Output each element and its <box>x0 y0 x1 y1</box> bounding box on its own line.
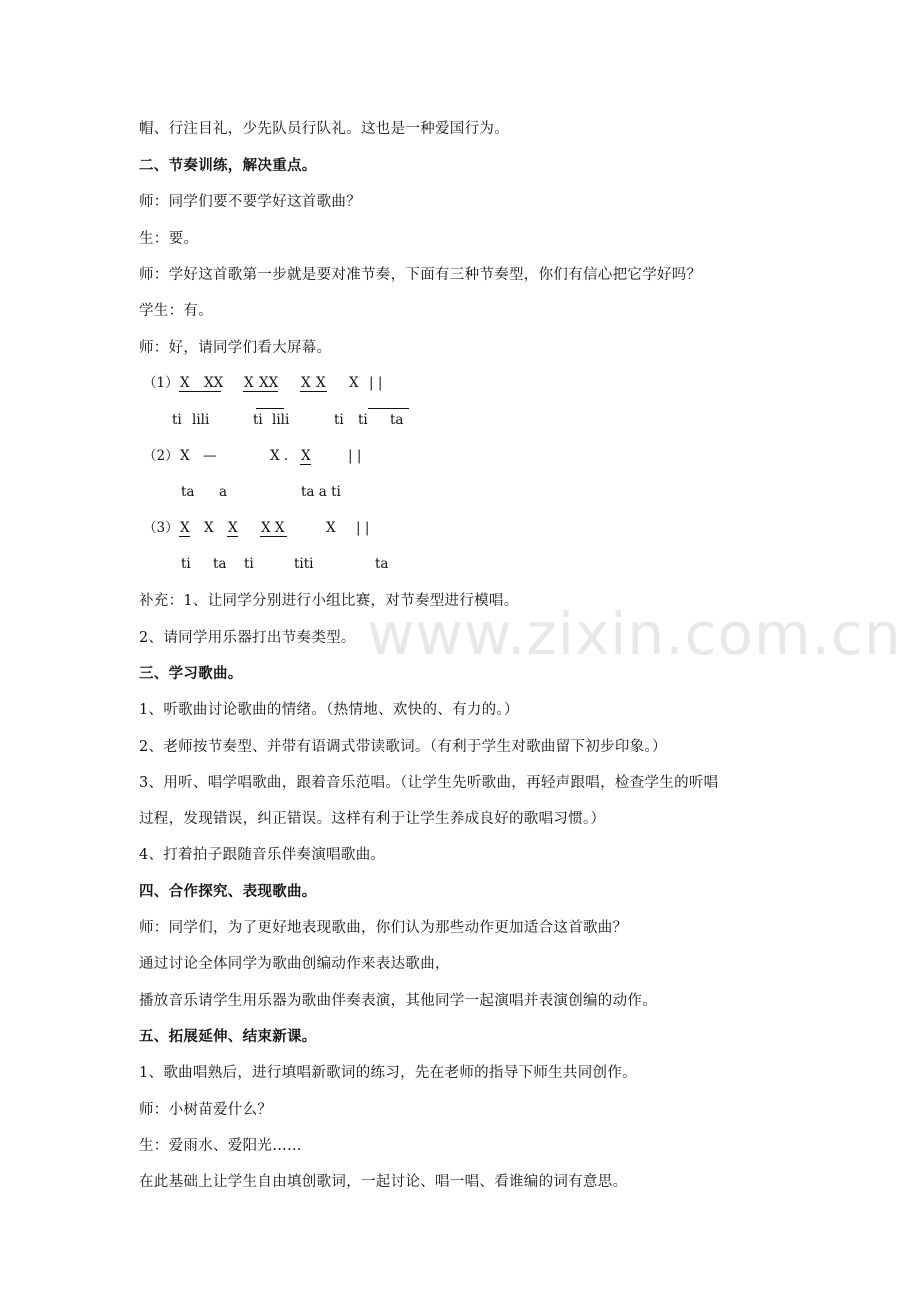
section-heading-2: 二、节奏训练，解决重点。 <box>139 157 317 174</box>
rhythm-note: X <box>316 375 326 391</box>
rhythm-note: X <box>204 520 214 536</box>
rhythm-syllable: ta <box>390 412 404 428</box>
rhythm-dash: — <box>203 448 217 464</box>
rhythm-syllable: ti <box>334 412 344 428</box>
rhythm-note: X <box>228 520 238 536</box>
rhythm-syllable: lili <box>192 412 210 428</box>
text-line: 在此基础上让学生自由填创歌词，一起讨论、唱一唱、看谁编的词有意思。 <box>139 1174 628 1190</box>
rhythm-note: XX <box>259 375 279 391</box>
rhythm-note: X <box>180 448 190 464</box>
rhythm-underline <box>227 536 238 537</box>
rhythm-note: XX <box>204 375 224 391</box>
text-line: 帽、行注目礼，少先队员行队礼。这也是一种爱国行为。 <box>139 121 509 137</box>
rhythm-underline <box>260 536 287 537</box>
rhythm-note: X . <box>270 448 289 464</box>
text-line: 生：爱雨水、爱阳光…… <box>139 1138 302 1154</box>
rhythm-note: X <box>180 520 190 536</box>
rhythm-note: X X <box>261 520 285 536</box>
rhythm-syllable: ta <box>213 556 227 572</box>
rhythm-label: （2） <box>143 448 179 464</box>
rhythm-syllable: titi <box>294 556 314 572</box>
section-heading-3: 三、学习歌曲。 <box>139 665 243 682</box>
rhythm-syllable: ta <box>181 484 195 500</box>
rhythm-syllable: ti <box>253 412 263 428</box>
rhythm-syllable: a <box>219 484 228 500</box>
rhythm-label: （1） <box>143 375 179 391</box>
text-line: 通过讨论全体同学为歌曲创编动作来表达歌曲， <box>139 956 450 972</box>
text-line: 师：学好这首歌第一步就是要对准节奏，下面有三种节奏型，你们有信心把它学好吗？ <box>139 267 702 283</box>
watermark: www.zixin.com.cn <box>367 600 902 668</box>
rhythm-underline <box>179 536 190 537</box>
text-line: 生：要。 <box>139 231 199 247</box>
rhythm-label: （3） <box>143 520 179 536</box>
rhythm-note: X <box>180 375 190 391</box>
text-line: 师：好，请同学们看大屏幕。 <box>139 340 332 356</box>
text-line: 补充：1、让同学分别进行小组比赛，对节奏型进行模唱。 <box>139 593 519 609</box>
rhythm-note: X <box>244 375 254 391</box>
section-heading-4: 四、合作探究、表现歌曲。 <box>139 883 317 900</box>
section-heading-5: 五、拓展延伸、结束新课。 <box>139 1028 317 1045</box>
rhythm-note: X <box>349 375 359 391</box>
text-line: 3、用听、唱学唱歌曲，跟着音乐范唱。（让学生先听歌曲，再轻声跟唱，检查学生的听唱 <box>139 775 719 791</box>
rhythm-note: X <box>301 448 311 464</box>
rhythm-underline <box>300 391 327 392</box>
rhythm-note: X <box>301 375 311 391</box>
rhythm-syllable: ti <box>244 556 254 572</box>
text-line: 2、老师按节奏型、并带有语调式带读歌词。（有利于学生对歌曲留下初步印象。） <box>139 739 667 755</box>
rhythm-barline: | | <box>356 520 370 536</box>
rhythm-syllable: ta a ti <box>301 484 341 500</box>
text-line: 播放音乐请学生用乐器为歌曲伴奏表演，其他同学一起演唱并表演创编的动作。 <box>139 993 657 1009</box>
text-line: 师：同学们，为了更好地表现歌曲，你们认为那些动作更加适合这首歌曲？ <box>139 920 628 936</box>
rhythm-overline <box>256 408 284 409</box>
rhythm-barline: | | <box>369 375 383 391</box>
rhythm-underline <box>300 464 311 465</box>
rhythm-underline <box>243 391 278 392</box>
rhythm-syllable: ti <box>358 412 368 428</box>
rhythm-syllable: ta <box>375 556 389 572</box>
rhythm-underline <box>179 391 221 392</box>
rhythm-note: X <box>326 520 336 536</box>
rhythm-syllable: ti <box>181 556 191 572</box>
text-line: 师：同学们要不要学好这首歌曲？ <box>139 194 361 210</box>
text-line: 1、听歌曲讨论歌曲的情绪。（热情地、欢快的、有力的。） <box>139 702 519 718</box>
rhythm-overline <box>368 408 409 409</box>
text-line: 学生：有。 <box>139 303 213 319</box>
rhythm-barline: | | <box>348 448 362 464</box>
text-line: 4、打着拍子跟随音乐伴奏演唱歌曲。 <box>139 847 386 863</box>
rhythm-syllable: ti <box>172 412 182 428</box>
rhythm-syllable: lili <box>272 412 290 428</box>
text-line: 1、歌曲唱熟后，进行填唱新歌词的练习，先在老师的指导下师生共同创作。 <box>139 1065 637 1081</box>
text-line: 过程，发现错误，纠正错误。这样有利于让学生养成良好的歌唱习惯。） <box>139 811 606 827</box>
text-line: 师：小树苗爱什么？ <box>139 1102 273 1118</box>
text-line: 2、请同学用乐器打出节奏类型。 <box>139 630 356 646</box>
